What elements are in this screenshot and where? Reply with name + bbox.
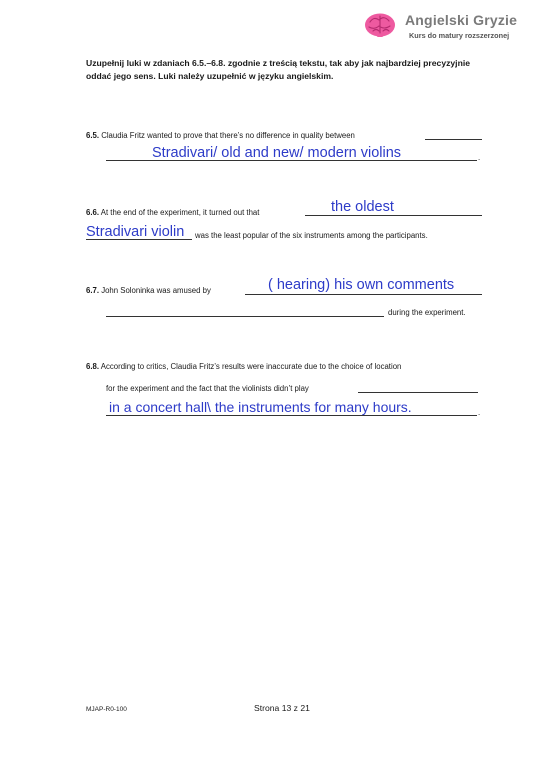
answer-6-7[interactable]: ( hearing) his own comments [268,277,455,293]
question-text-continued: was the least popular of the six instruments among the participants. [195,231,428,240]
answer-line [106,316,384,317]
exam-code: MJAP-R0-100 [86,706,127,713]
answer-6-6-part1[interactable]: the oldest [331,199,394,215]
logo-subtitle: Kurs do matury rozszerzonej [409,31,510,40]
question-text-continued: for the experiment and the fact that the violinists didn’t play [106,384,309,393]
question-text: According to critics, Claudia Fritz’s results were inaccurate due to the choice of location [100,362,402,371]
answer-line [106,160,477,161]
question-text: Claudia Fritz wanted to prove that there’s no difference in quality between [101,131,355,140]
answer-6-8[interactable]: in a concert hall\ the instruments for many hours. [109,399,412,415]
answer-line [106,415,477,416]
sentence-end: . [478,153,481,162]
logo-title: Angielski Gryzie [405,12,518,28]
blank-line [425,139,482,140]
blank-line [358,392,478,393]
brain-icon [364,12,396,38]
page-number: Strona 13 z 21 [254,703,310,713]
answer-6-5[interactable]: Stradivari/ old and new/ modern violins [152,145,402,161]
answer-line [86,239,192,240]
question-text-continued: during the experiment. [388,308,466,317]
question-6-7 [86,286,211,295]
question-number: 6.6. [86,208,100,217]
question-6-8 [86,362,401,371]
question-6-6 [86,208,259,217]
question-number: 6.5. [86,131,100,140]
question-6-5 [86,131,355,140]
answer-line [305,215,482,216]
sentence-end: . [478,408,481,417]
question-text: John Soloninka was amused by [101,286,211,295]
question-text: At the end of the experiment, it turned out that [100,208,260,217]
answer-line [245,294,482,295]
question-number: 6.8. [86,362,100,371]
question-number: 6.7. [86,286,100,295]
answer-6-6-part2[interactable]: Stradivari violin [86,224,185,240]
task-instruction: Uzupełnij luki w zdaniach 6.5.–6.8. zgodnie z treścią tekstu, tak aby jak najbardziej precyzyjnie oddać jego sens. Luki należy uzupełnić w języku angielskim. [86,58,470,81]
